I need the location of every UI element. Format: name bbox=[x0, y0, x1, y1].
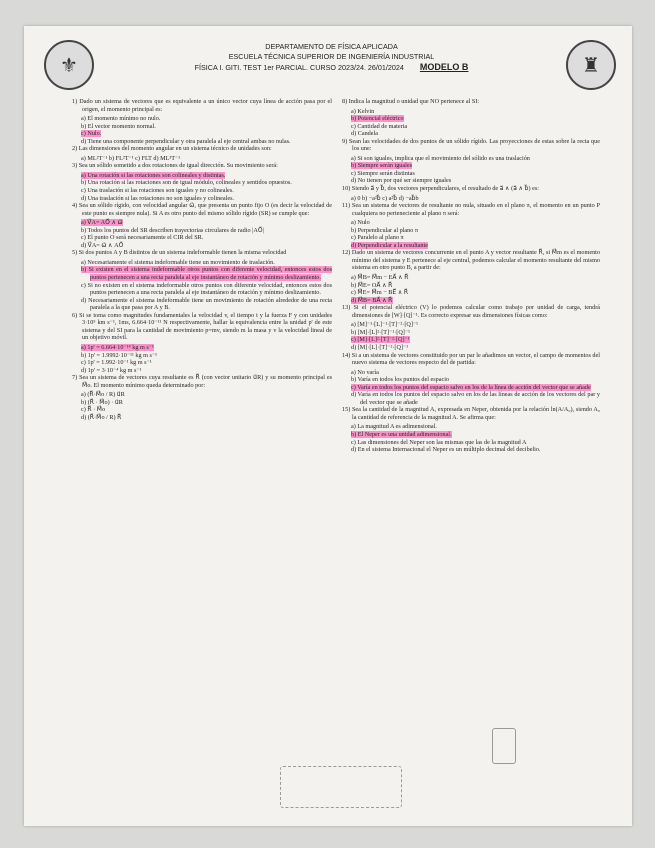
answer-text: c) Una traslación si las rotaciones son iguales y no colineales. bbox=[81, 187, 234, 195]
left-question-column bbox=[72, 98, 332, 421]
answer-text: b) Varía en todos los puntos del espacio bbox=[351, 376, 450, 384]
answer-text: a) (R⃗·M⃗o / R) u⃗R bbox=[81, 391, 125, 399]
answer-option bbox=[72, 297, 332, 312]
highlighted-answer: d) Perpendicular a la resultante bbox=[351, 241, 428, 249]
answer-text: a) Necesariamente el sistema indeformable tiene un movimiento de traslación. bbox=[81, 258, 275, 266]
answer-text: c) 1p' = 1.992·10⁻¹ kg m s⁻¹ bbox=[81, 359, 152, 367]
answer-option bbox=[342, 282, 600, 290]
answer-option bbox=[72, 344, 332, 352]
answer-text: b) [M]·[L]²·[T]⁻¹·[Q]⁻¹ bbox=[351, 328, 410, 336]
answer-text: a) ML²T⁻¹ b) FL²T⁻¹ c) FLT d) ML³T⁻¹ bbox=[81, 154, 181, 162]
answer-option bbox=[72, 172, 332, 180]
question bbox=[342, 352, 600, 407]
answer-text: d) Necesariamente el sistema indeformable tiene un movimiento de rotación alrededor de una recta paralela a la que pasa por A y B. bbox=[81, 296, 332, 312]
pencil-sketch bbox=[492, 728, 516, 764]
answer-text: b) M⃗E= OA⃗ ∧ R⃗ bbox=[351, 281, 393, 289]
answer-option bbox=[72, 399, 332, 407]
answer-option bbox=[342, 321, 600, 329]
answer-option bbox=[342, 219, 600, 227]
answer-text: d) En el sistema Internacional el Neper es un múltiplo decimal del decibelio. bbox=[351, 446, 541, 454]
answer-text: b) El vector momento normal. bbox=[81, 122, 156, 130]
answer-option bbox=[342, 234, 600, 242]
answer-option bbox=[72, 123, 332, 131]
exam-model: MODELO B bbox=[419, 62, 469, 72]
answer-option bbox=[342, 369, 600, 377]
answer-text: d) V⃗A= ω⃗ ∧ AO⃗ bbox=[81, 241, 124, 249]
question bbox=[342, 185, 600, 202]
question-text: 10) Siendo a⃗ y b⃗, dos vectores perpendiculares, el resultado de a⃗ ∧ (a⃗ ∧ b⃗) es: bbox=[342, 185, 540, 193]
right-question-column bbox=[342, 98, 600, 454]
exam-sheet bbox=[24, 26, 632, 826]
answer-text: b) Perpendicular al plano π bbox=[351, 226, 419, 234]
answer-option bbox=[72, 406, 332, 414]
school-title: ESCUELA TÉCNICA SUPERIOR DE INGENIERÍA INDUSTRIAL bbox=[228, 52, 435, 61]
answer-option bbox=[342, 344, 600, 352]
answer-text: c) Siempre serán distintas bbox=[351, 169, 415, 177]
answer-text: a) El momento mínimo no nulo. bbox=[81, 115, 161, 123]
question-text: 6) Si se toma como magnitudes fundamentales la velocidad v, el tiempo t y la fuerza F y con unidades 3·10⁵ km s⁻¹, 1ms, 6.664·10⁻¹¹ N respectivamente, hallar la equivalencia entre la unidad p' de este sistema y del SI para la cantidad de movimiento p=mv, siendo m la masa y v la velocidad lineal de un objetivo móvil. bbox=[72, 311, 332, 342]
highlighted-answer: d) M⃗B= BA⃗ ∧ R⃗ bbox=[351, 296, 393, 304]
answer-option bbox=[72, 367, 332, 375]
highlighted-answer: b) Si existen en el sistema indeformable otros puntos con diferente velocidad, entonces estos dos puntos pertenecen a una recta paralela al eje instantáneo de rotación y mínimo deslizamiento. bbox=[81, 266, 332, 282]
answer-text: c) Paralelo al plano π bbox=[351, 234, 404, 242]
answer-option bbox=[342, 384, 600, 392]
answer-text: d) [M]·[L]·[T]⁻²·[Q]⁻¹ bbox=[351, 343, 409, 351]
answer-text: b) Una rotación si las rotaciones son de igual módulo, colineales y sentidos opuestos. bbox=[81, 179, 292, 187]
answer-option bbox=[72, 187, 332, 195]
answer-text: d) Tiene una componente perpendicular y otra paralela al eje central ambas no nulas. bbox=[81, 137, 291, 145]
answer-text: b) (R⃗ · M⃗o) · u⃗R bbox=[81, 398, 123, 406]
answer-text: d) Candela bbox=[351, 130, 378, 138]
answer-option bbox=[342, 162, 600, 170]
highlighted-answer: b) Potencial eléctrico bbox=[351, 115, 404, 123]
question bbox=[72, 249, 332, 311]
answer-option bbox=[72, 352, 332, 360]
question bbox=[342, 202, 600, 249]
question-text: 15) Sea la cantidad de la magnitud A, expresada en Neper, obtenida por la relación ln(A/A₀), siendo A₀ la cantidad de referencia de la magnitud A. Se afirma que: bbox=[342, 406, 600, 421]
question bbox=[342, 304, 600, 351]
answer-option bbox=[72, 138, 332, 146]
answer-option bbox=[342, 155, 600, 163]
answer-option bbox=[72, 179, 332, 187]
question bbox=[72, 98, 332, 145]
question bbox=[72, 202, 332, 249]
answer-text: a) 0 b) −a²b⃗ c) a²b⃗ d) −ab⃗b bbox=[351, 194, 419, 202]
question bbox=[72, 145, 332, 162]
answer-text: a) [M]⁻¹·[L]⁻¹·[T]⁻²·[Q]⁻¹ bbox=[351, 321, 419, 329]
answer-text: a) M⃗B= M⃗m − EA⃗ ∧ R⃗ bbox=[351, 274, 409, 282]
answer-option bbox=[72, 391, 332, 399]
answer-option bbox=[72, 195, 332, 203]
answer-option bbox=[72, 414, 332, 422]
answer-option bbox=[72, 227, 332, 235]
answer-option bbox=[72, 266, 332, 281]
question bbox=[72, 312, 332, 374]
answer-text: a) Si son iguales, implica que el movimiento del sólido es una traslación bbox=[351, 154, 530, 162]
answer-option bbox=[342, 123, 600, 131]
answer-text: c) El punto O será necesariamente el CIR del SR. bbox=[81, 234, 204, 242]
question-text: 8) Indica la magnitud o unidad que NO pertenece al SI: bbox=[342, 98, 480, 105]
answer-option bbox=[72, 242, 332, 250]
highlighted-answer: a) V⃗A= AO⃗ ∧ ω⃗ bbox=[81, 219, 123, 227]
answer-option bbox=[342, 439, 600, 447]
course-title bbox=[104, 62, 559, 73]
answer-option bbox=[342, 297, 600, 305]
highlighted-answer: c) Nulo. bbox=[81, 130, 102, 138]
answer-text: a) La magnitud A es adimensional. bbox=[351, 423, 437, 431]
highlighted-answer: b) Siempre serán iguales bbox=[351, 162, 412, 170]
answer-text: a) Kelvin bbox=[351, 107, 375, 115]
highlighted-answer: a) 1p' = 6.664·10⁻¹⁴ kg m s⁻¹ bbox=[81, 343, 154, 351]
answer-text: a) Nulo bbox=[351, 219, 370, 227]
answer-option bbox=[342, 195, 600, 203]
answer-option bbox=[342, 289, 600, 297]
answer-option bbox=[342, 446, 600, 454]
answer-text: b) Todos los puntos del SR describen trayectorias circulares de radio |AO⃗| bbox=[81, 226, 264, 234]
answer-text: a) No varía bbox=[351, 368, 379, 376]
answer-option bbox=[342, 336, 600, 344]
answer-text: c) Las dimensiones del Neper son las mismas que las de la magnitud A bbox=[351, 438, 527, 446]
answer-option bbox=[342, 329, 600, 337]
answer-text: b) 1p' = 1.9992·10⁻¹¹ kg m s⁻¹ bbox=[81, 351, 157, 359]
answer-option bbox=[72, 155, 332, 163]
question-text: 9) Sean las velocidades de dos puntos de un sólido rígido. Las proyecciones de estas sobre la recta que los une: bbox=[342, 137, 600, 153]
question-text: 7) Sea un sistema de vectores cuya resultante es R⃗ (con vector unitario u⃗R) y su momento principal es M⃗o. El momento mínimo queda determinado por: bbox=[72, 374, 332, 389]
pencil-scribble bbox=[280, 766, 402, 808]
answer-option bbox=[342, 376, 600, 384]
answer-option bbox=[342, 391, 600, 406]
question bbox=[72, 374, 332, 421]
answer-option bbox=[342, 108, 600, 116]
question-text: 14) Si a un sistema de vectores constituido por un par le añadimos un vector, el campo de momentos del nuevo sistema de vectores respecto del de partida: bbox=[342, 351, 600, 367]
answer-option bbox=[72, 282, 332, 297]
answer-option bbox=[342, 431, 600, 439]
question-text: 3) Sea un sólido sometido a dos rotaciones de igual dirección. Su movimiento será: bbox=[72, 162, 278, 170]
question-text: 12) Dado un sistema de vectores concurrente en el punto A y vector resultante R⃗, si M⃗m es el momento mínimo del sistema y E pertenece al eje central, podemos calcular el momento resultante del mismo sistema en otro punto B, a partir de: bbox=[342, 249, 600, 272]
answer-option bbox=[342, 274, 600, 282]
answer-option bbox=[72, 259, 332, 267]
answer-option bbox=[342, 227, 600, 235]
answer-text: c) Si no existen en el sistema indeformable otros puntos con diferente velocidad, entonces estos dos puntos pertenecen a una recta paralela al eje instantáneo de rotación y mínimo deslizamiento. bbox=[81, 281, 332, 297]
answer-text: d) Una traslación si las rotaciones no son iguales y colineales. bbox=[81, 194, 235, 202]
answer-option bbox=[72, 219, 332, 227]
school-crest-icon: ♜ bbox=[566, 40, 616, 90]
answer-option bbox=[342, 170, 600, 178]
highlighted-answer: b) El Neper es una unidad adimensional. bbox=[351, 430, 452, 438]
answer-text: d) 1p' = 3·10⁻⁴ kg m s⁻¹ bbox=[81, 366, 142, 374]
question-text: 4) Sea un sólido rígido, con velocidad angular ω⃗, que presenta un punto fijo O (es decir la velocidad de este punto es siempre nula). Si A es otro punto del mismo sólido rígido (SR) se cumple que: bbox=[72, 202, 332, 217]
answer-option bbox=[72, 359, 332, 367]
question bbox=[342, 406, 600, 453]
answer-option bbox=[72, 234, 332, 242]
question-text: 11) Sea un sistema de vectores de resultante no nula, situado en el plano π, el momento en un punto P cualquiera no perteneciente al plano π será: bbox=[342, 202, 600, 217]
answer-text: c) M⃗E= M⃗m − BE⃗ ∧ R⃗ bbox=[351, 289, 409, 297]
answer-text: c) Cantidad de materia bbox=[351, 122, 408, 130]
university-seal-icon: ⚜ bbox=[44, 40, 94, 90]
answer-option bbox=[342, 177, 600, 185]
question-text: 13) Si el potencial eléctrico (V) lo podemos calcular como trabajo por unidad de carga, tendrá dimensiones de [W]·[Q]⁻¹. Es correcto expresar sus dimensiones físicas como: bbox=[342, 304, 600, 319]
exam-header bbox=[104, 42, 559, 73]
highlighted-answer: a) Una rotación si las rotaciones son colineales y distintas. bbox=[81, 171, 226, 179]
question-text: 2) Las dimensiones del momento angular en un sistema técnico de unidades son: bbox=[72, 145, 272, 153]
question-text: 5) Si dos puntos A y B distintos de un sistema indeformable tienen la misma velocidad bbox=[72, 249, 287, 257]
answer-option bbox=[72, 115, 332, 123]
answer-option bbox=[342, 115, 600, 123]
course-line: FÍSICA I. GITI. TEST 1er PARCIAL. CURSO 2023/24. 26/01/2024 bbox=[194, 63, 404, 72]
answer-option bbox=[342, 423, 600, 431]
question-text: 1) Dado un sistema de vectores que es equivalente a un único vector cuya línea de acción pasa por el origen, el momento principal es: bbox=[72, 98, 332, 113]
highlighted-answer: c) Varía en todos los puntos del espacio salvo en los de la línea de acción del vector que se añade bbox=[351, 383, 591, 391]
question bbox=[342, 138, 600, 185]
answer-option bbox=[72, 130, 332, 138]
answer-text: d) (R⃗·M⃗o / R) R⃗ bbox=[81, 413, 122, 421]
answer-text: d) No tienen por qué ser siempre iguales bbox=[351, 177, 452, 185]
highlighted-answer: c) [M]·[L]²·[T]⁻²·[Q]⁻¹ bbox=[351, 336, 410, 344]
question bbox=[342, 249, 600, 304]
department-title: DEPARTAMENTO DE FÍSICA APLICADA bbox=[265, 42, 398, 51]
answer-option bbox=[342, 130, 600, 138]
question bbox=[342, 98, 600, 138]
answer-text: c) R⃗ · M⃗o bbox=[81, 406, 106, 414]
question bbox=[72, 162, 332, 202]
answer-text: d) Varía en todos los puntos del espacio salvo en los de las líneas de acción de los vectores del par y del vector que se añade bbox=[351, 391, 600, 406]
